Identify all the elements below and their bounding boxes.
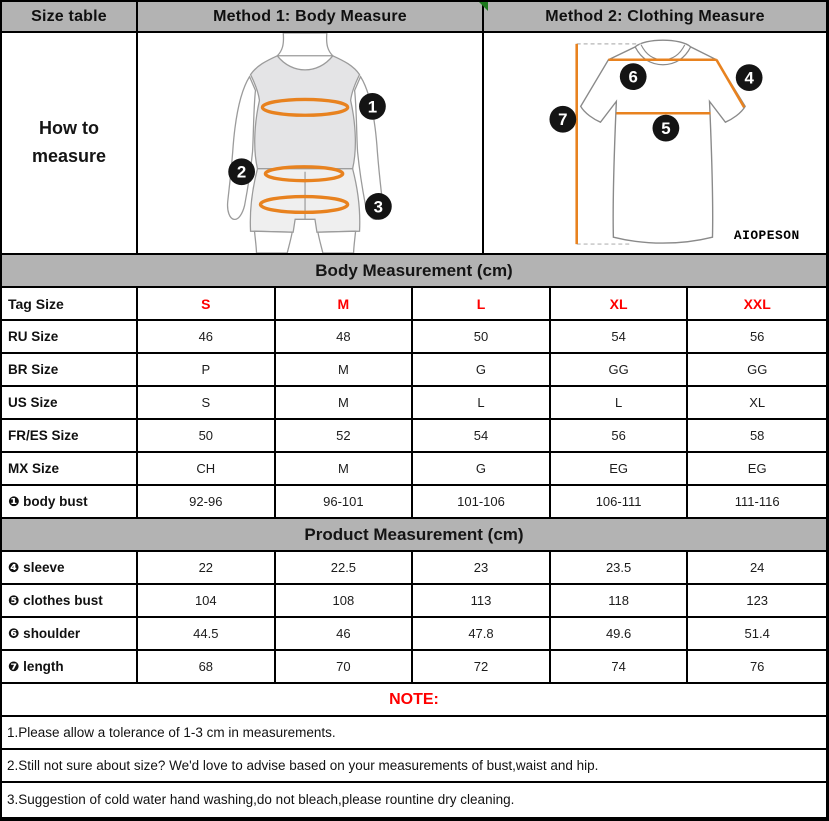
row-label: ❻ shoulder [2,618,138,651]
tshirt-illustration [484,33,826,253]
badge-4: 4 [744,68,754,88]
table-cell: 46 [276,618,414,651]
table-cell: S [138,387,276,420]
table-cell: 50 [138,420,276,453]
table-cell: 47.8 [413,618,551,651]
table-cell: M [276,387,414,420]
table-cell: 51.4 [688,618,826,651]
table-row-ru-size [2,321,826,354]
table-cell: 52 [276,420,414,453]
badge-5: 5 [661,119,671,139]
table-cell: XL [688,387,826,420]
table-cell: 113 [413,585,551,618]
table-cell: 54 [413,420,551,453]
table-row-length [2,651,826,684]
note-item-1 [2,717,826,750]
note-item-3 [2,783,826,816]
table-cell: 101-106 [413,486,551,519]
row-label: FR/ES Size [2,420,138,453]
badge-3: 3 [373,197,384,217]
tag-size-label: Tag Size [2,288,138,321]
size-col-s: S [138,288,276,321]
row-label: MX Size [2,453,138,486]
table-cell: 70 [276,651,414,684]
table-cell: 56 [688,321,826,354]
table-cell: M [276,453,414,486]
table-cell: 54 [551,321,689,354]
table-cell: 118 [551,585,689,618]
row-label: ❶ body bust [2,486,138,519]
table-cell: CH [138,453,276,486]
table-cell: 56 [551,420,689,453]
table-cell: 49.6 [551,618,689,651]
table-cell: 123 [688,585,826,618]
table-cell: 111-116 [688,486,826,519]
how-to-line2: measure [31,146,107,166]
table-cell: 44.5 [138,618,276,651]
header-method-2: Method 2: Clothing Measure [484,2,826,33]
table-row-mx-size [2,453,826,486]
table-cell: 24 [688,552,826,585]
table-cell: P [138,354,276,387]
table-cell: 22 [138,552,276,585]
body-measurement-title-row [2,255,826,288]
row-label: US Size [2,387,138,420]
top-header-row [2,2,826,33]
body-figure-illustration [138,33,482,253]
table-row-body-bust [2,486,826,519]
row-label: ❹ sleeve [2,552,138,585]
table-cell: EG [688,453,826,486]
table-row-fres-size [2,420,826,453]
how-to-measure-label [2,33,138,255]
body-neck [277,33,332,56]
table-cell: L [551,387,689,420]
note-title: NOTE: [389,690,439,708]
body-measurement-title: Body Measurement (cm) [315,260,513,280]
body-right-leg [318,231,356,253]
table-row-shoulder [2,618,826,651]
table-cell: 23 [413,552,551,585]
how-to-line1: How to [39,118,99,139]
size-col-xxl: XXL [688,288,826,321]
badge-6: 6 [628,67,638,87]
note-text: 2.Still not sure about size? We'd love to advise based on your measurements of bust,waist and hip. [7,758,599,773]
table-cell: EG [551,453,689,486]
how-to-measure-row [2,33,826,255]
table-cell: GG [688,354,826,387]
table-cell: 50 [413,321,551,354]
table-cell: 96-101 [276,486,414,519]
table-cell: L [413,387,551,420]
table-cell: 108 [276,585,414,618]
badge-2: 2 [236,162,247,182]
note-item-2 [2,750,826,783]
header-size-table: Size table [2,2,138,33]
note-text: 3.Suggestion of cold water hand washing,do not bleach,please rountine dry cleaning. [7,792,515,807]
header-method-1: Method 1: Body Measure [138,2,484,33]
table-cell: 74 [551,651,689,684]
tag-size-row [2,288,826,321]
table-cell: 72 [413,651,551,684]
cell-corner-marker [479,2,488,11]
body-left-leg [255,231,293,253]
size-col-m: M [276,288,414,321]
table-row-br-size [2,354,826,387]
product-measurement-title-row [2,519,826,552]
badge-7: 7 [558,110,568,130]
figure-clothing-measure [484,33,826,255]
table-row-us-size [2,387,826,420]
table-row-sleeve [2,552,826,585]
badge-1: 1 [367,97,378,117]
table-cell: 106-111 [551,486,689,519]
figure-body-measure [138,33,484,255]
row-label: RU Size [2,321,138,354]
row-label: ❼ length [2,651,138,684]
table-cell: 104 [138,585,276,618]
note-text: 1.Please allow a tolerance of 1-3 cm in measurements. [7,725,336,740]
table-cell: 68 [138,651,276,684]
table-cell: 23.5 [551,552,689,585]
table-cell: M [276,354,414,387]
note-title-row [2,684,826,717]
table-cell: 48 [276,321,414,354]
brand-text: AIOPESON [733,228,800,244]
size-col-l: L [413,288,551,321]
table-cell: 22.5 [276,552,414,585]
table-cell: 92-96 [138,486,276,519]
row-label: BR Size [2,354,138,387]
table-cell: G [413,354,551,387]
table-cell: 46 [138,321,276,354]
size-col-xl: XL [551,288,689,321]
table-cell: G [413,453,551,486]
table-cell: 58 [688,420,826,453]
table-row-clothes-bust [2,585,826,618]
row-label: ❺ clothes bust [2,585,138,618]
table-cell: GG [551,354,689,387]
product-measurement-title: Product Measurement (cm) [304,524,524,544]
tshirt-outline [581,40,746,243]
table-cell: 76 [688,651,826,684]
